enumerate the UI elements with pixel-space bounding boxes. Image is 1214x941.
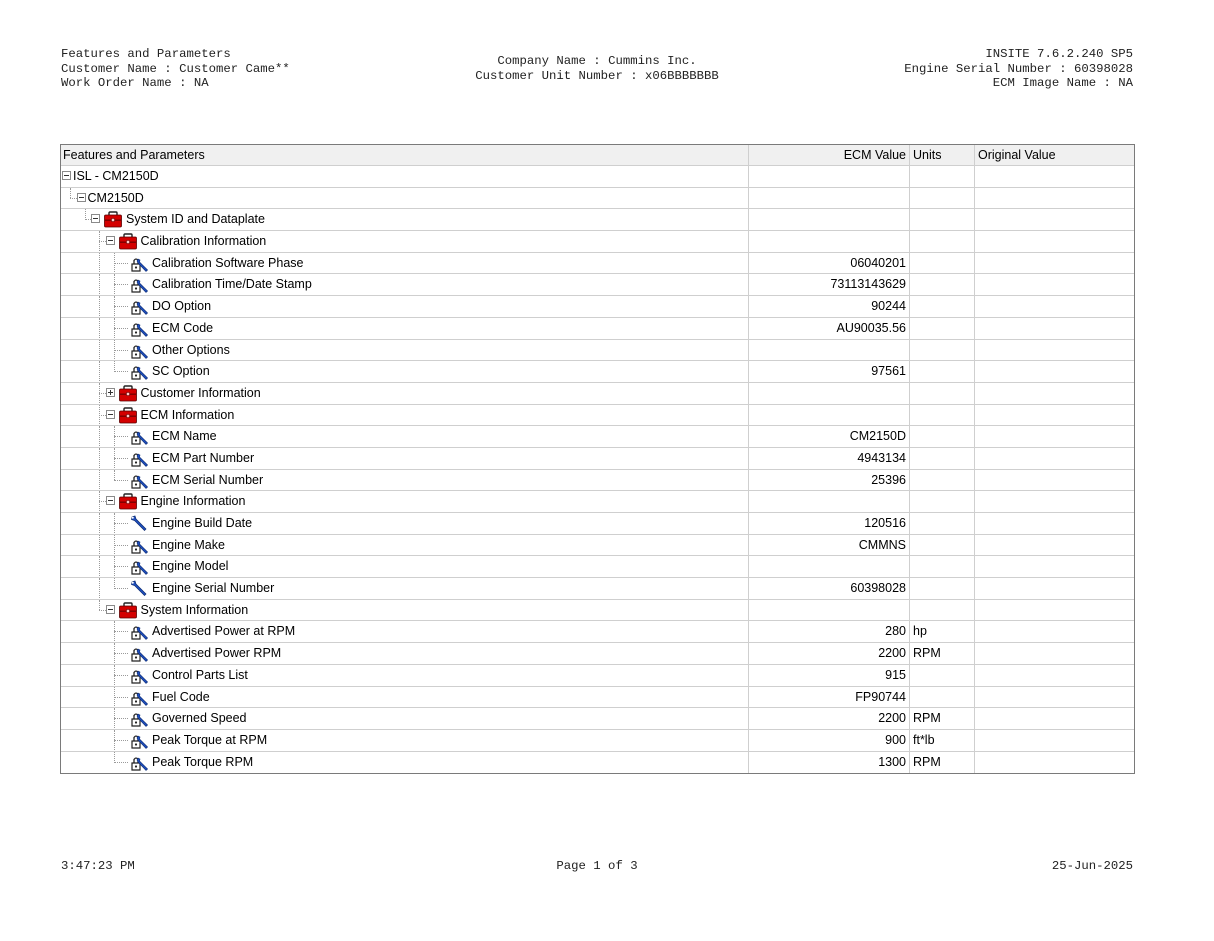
parameter-label: Engine Make [152,537,225,552]
tree-guide-line [99,470,100,491]
column-header-original-value[interactable]: Original Value [978,148,1056,162]
ecm-value-cell [749,166,910,187]
units-cell [910,556,975,577]
original-value-cell [975,448,1134,469]
lock-icon [129,644,149,663]
table-row[interactable] [61,752,1134,774]
original-value-cell [975,621,1134,642]
original-value-cell [975,578,1134,599]
table-row[interactable] [61,188,1134,210]
feature-cell [61,448,749,469]
original-value-cell [975,643,1134,664]
feature-cell [61,318,749,339]
lock-icon [129,427,149,446]
ecm-value-cell: 60398028 [749,578,910,599]
column-header-units[interactable]: Units [910,145,975,165]
table-row[interactable] [61,405,1134,427]
feature-cell [61,209,749,230]
ecm-value-cell [749,491,910,512]
original-value-cell [975,556,1134,577]
feature-cell [61,578,749,599]
feature-cell [61,708,749,729]
units-cell [910,470,975,491]
company-name: Company Name : Cummins Inc. [497,54,697,68]
units-cell [910,340,975,361]
ecm-value-cell [749,556,910,577]
feature-cell [61,643,749,664]
tree-connector [114,284,129,285]
table-row[interactable] [61,708,1134,730]
ecm-value-cell: 73113143629 [749,274,910,295]
parameter-label: Control Parts List [152,667,248,682]
feature-cell [61,621,749,642]
original-value-cell [975,361,1134,382]
units-cell [910,513,975,534]
table-row[interactable] [61,665,1134,687]
collapse-icon[interactable] [106,496,115,505]
original-value-cell [975,188,1134,209]
original-value-cell [975,470,1134,491]
ecm-value-cell: 915 [749,665,910,686]
ecm-value-cell: FP90744 [749,687,910,708]
ecm-value-cell: 280 [749,621,910,642]
tree-connector [114,545,129,546]
feature-cell [61,296,749,317]
parameter-label: DO Option [152,299,212,314]
features-parameters-table [60,144,1135,774]
units-cell [910,383,975,404]
units-cell [910,405,975,426]
report-header-center [475,54,719,83]
feature-cell [61,730,749,751]
original-value-cell [975,665,1134,686]
tree-connector [114,675,129,676]
table-row[interactable] [61,383,1134,405]
feature-cell [61,665,749,686]
table-row[interactable] [61,730,1134,752]
ecm-value-cell: 1300 [749,752,910,774]
parameter-label: CM2150D [87,190,144,205]
original-value-cell [975,708,1134,729]
units-cell: RPM [910,752,975,774]
tree-connector [114,653,129,654]
expand-icon[interactable] [106,388,115,397]
table-row[interactable] [61,621,1134,643]
table-row[interactable] [61,166,1134,188]
units-cell [910,318,975,339]
parameter-label: Advertised Power RPM [152,646,282,661]
lock-icon [129,536,149,555]
original-value-cell [975,405,1134,426]
table-row[interactable] [61,491,1134,513]
tree-guide-line [99,448,100,469]
customer-unit-number: Customer Unit Number : x06BBBBBBB [475,68,719,83]
feature-cell [61,361,749,382]
original-value-cell [975,296,1134,317]
tree-connector [114,306,129,307]
original-value-cell [975,231,1134,252]
customer-name: Customer Name : Customer Came** [61,61,290,76]
footer-page-number: Page 1 of 3 [556,859,638,873]
original-value-cell [975,318,1134,339]
original-value-cell [975,383,1134,404]
work-order-name: Work Order Name : NA [61,76,209,90]
parameter-label: SC Option [152,364,210,379]
feature-cell [61,491,749,512]
parameter-label: Fuel Code [152,689,210,704]
table-row[interactable] [61,231,1134,253]
lock-icon [129,688,149,707]
tree-guide-line [99,513,100,534]
feature-cell [61,600,749,621]
ecm-value-cell: CMMNS [749,535,910,556]
tree-guide-line [99,578,100,599]
table-row[interactable] [61,340,1134,362]
parameter-label: ECM Code [152,320,214,335]
ecm-value-cell [749,188,910,209]
original-value-cell [975,426,1134,447]
table-row[interactable] [61,318,1134,340]
tree-guide-line [99,274,100,295]
ecm-value-cell: 120516 [749,513,910,534]
table-row[interactable] [61,513,1134,535]
feature-cell [61,513,749,534]
units-cell [910,253,975,274]
collapse-icon[interactable] [77,193,86,202]
table-row[interactable] [61,426,1134,448]
parameter-label: Engine Model [152,559,229,574]
toolbox-icon [118,492,138,511]
ecm-value-cell: CM2150D [749,426,910,447]
ecm-value-cell: 4943134 [749,448,910,469]
parameter-label: ECM Serial Number [152,472,264,487]
units-cell [910,687,975,708]
tree-connector [114,631,129,632]
toolbox-icon [118,232,138,251]
parameter-label: System ID and Dataplate [126,212,265,227]
ecm-value-cell [749,600,910,621]
parameter-label: ISL - CM2150D [73,169,159,183]
lock-icon [129,731,149,750]
feature-cell [61,188,749,209]
ecm-value-cell [749,405,910,426]
table-header-row [61,145,1134,166]
column-header-ecm-value[interactable]: ECM Value [749,145,910,165]
wrench-icon [129,579,149,598]
lock-icon [129,341,149,360]
table-row[interactable] [61,448,1134,470]
ecm-value-cell [749,209,910,230]
parameter-label: Advertised Power at RPM [152,624,296,639]
ecm-value-cell [749,340,910,361]
parameter-label: Peak Torque at RPM [152,732,268,747]
lock-icon [129,753,149,772]
table-row[interactable] [61,209,1134,231]
tree-connector [114,566,129,567]
table-row[interactable] [61,556,1134,578]
feature-cell [61,752,749,774]
tree-connector [114,436,129,437]
table-row[interactable] [61,470,1134,492]
footer-date: 25-Jun-2025 [1051,859,1133,873]
feature-cell [61,405,749,426]
lock-icon [129,449,149,468]
tree-connector [114,371,129,372]
units-cell [910,578,975,599]
table-row[interactable] [61,687,1134,709]
feature-cell [61,383,749,404]
ecm-image-name: ECM Image Name : NA [992,76,1133,90]
ecm-value-cell: 2200 [749,643,910,664]
table-body [61,166,1134,773]
feature-cell [61,426,749,447]
table-row[interactable] [61,296,1134,318]
collapse-icon[interactable] [106,410,115,419]
tree-connector [114,263,129,264]
ecm-value-cell: AU90035.56 [749,318,910,339]
parameter-label: Other Options [152,342,230,357]
feature-cell [61,166,749,187]
tree-connector [114,588,129,589]
original-value-cell [975,166,1134,187]
feature-cell [61,274,749,295]
wrench-icon [129,514,149,533]
tree-connector [114,480,129,481]
table-row[interactable] [61,274,1134,296]
tree-guide-line [99,253,100,274]
table-row[interactable] [61,361,1134,383]
tree-connector [114,350,129,351]
feature-cell [61,231,749,252]
lock-icon [129,666,149,685]
lock-icon [129,709,149,728]
parameter-label: Customer Information [140,385,261,400]
original-value-cell [975,600,1134,621]
ecm-value-cell [749,231,910,252]
lock-icon [129,362,149,381]
table-row[interactable] [61,578,1134,600]
units-cell [910,296,975,317]
feature-cell [61,556,749,577]
parameter-label: Engine Build Date [152,516,253,530]
parameter-label: System Information [140,602,249,617]
units-cell [910,274,975,295]
units-cell [910,188,975,209]
tree-guide-line [99,340,100,361]
feature-cell [61,535,749,556]
collapse-icon[interactable] [91,214,100,223]
units-cell: ft*lb [910,730,975,751]
units-cell [910,535,975,556]
parameter-label: Engine Serial Number [152,581,275,596]
tree-connector [114,458,129,459]
toolbox-icon [118,384,138,403]
lock-icon [129,297,149,316]
lock-icon [129,254,149,273]
tree-guide-line [99,361,100,382]
tree-connector [114,328,129,329]
original-value-cell [975,687,1134,708]
ecm-value-cell: 90244 [749,296,910,317]
feature-cell [61,687,749,708]
units-cell [910,491,975,512]
feature-cell [61,470,749,491]
parameter-label: Calibration Time/Date Stamp [152,277,312,292]
tree-connector [114,762,129,763]
tree-guide-line [99,426,100,447]
original-value-cell [975,513,1134,534]
units-cell [910,665,975,686]
parameter-label: Peak Torque RPM [152,754,254,769]
original-value-cell [975,340,1134,361]
tree-connector [114,697,129,698]
report-header-right [904,47,1133,91]
report-header-left [61,47,290,91]
collapse-icon[interactable] [106,605,115,614]
original-value-cell [975,209,1134,230]
parameter-label: ECM Part Number [152,450,255,465]
toolbox-icon [118,601,138,620]
lock-icon [129,557,149,576]
lock-icon [129,319,149,338]
collapse-icon[interactable] [106,236,115,245]
ecm-value-cell: 97561 [749,361,910,382]
original-value-cell [975,253,1134,274]
collapse-icon[interactable] [62,171,71,180]
engine-serial-number: Engine Serial Number : 60398028 [904,61,1133,76]
ecm-value-cell: 06040201 [749,253,910,274]
table-row[interactable] [61,600,1134,622]
parameter-label: Engine Information [140,494,246,509]
ecm-value-cell: 25396 [749,470,910,491]
parameter-label: Calibration Software Phase [152,255,304,270]
toolbox-icon [103,210,123,229]
original-value-cell [975,752,1134,774]
units-cell [910,600,975,621]
column-header-features[interactable]: Features and Parameters [61,145,749,165]
ecm-value-cell: 2200 [749,708,910,729]
ecm-value-cell: 900 [749,730,910,751]
parameter-label: ECM Information [140,407,235,422]
units-cell [910,231,975,252]
toolbox-icon [118,406,138,425]
report-title: Features and Parameters [61,47,231,61]
parameter-label: Governed Speed [152,711,247,726]
units-cell: RPM [910,708,975,729]
units-cell [910,361,975,382]
original-value-cell [975,535,1134,556]
units-cell [910,426,975,447]
original-value-cell [975,491,1134,512]
parameter-label: ECM Name [152,429,217,444]
tree-connector [114,740,129,741]
original-value-cell [975,730,1134,751]
lock-icon [129,275,149,294]
tree-guide-line [99,296,100,317]
table-row[interactable] [61,253,1134,275]
lock-icon [129,471,149,490]
parameter-label: Calibration Information [140,234,267,249]
tree-connector [114,523,129,524]
feature-cell [61,340,749,361]
insite-version: INSITE 7.6.2.240 SP5 [985,47,1133,61]
tree-connector [114,718,129,719]
tree-guide-line [99,535,100,556]
table-row[interactable] [61,535,1134,557]
table-row[interactable] [61,643,1134,665]
units-cell: RPM [910,643,975,664]
footer-time: 3:47:23 PM [61,859,135,873]
original-value-cell [975,274,1134,295]
units-cell [910,209,975,230]
tree-guide-line [99,318,100,339]
units-cell [910,166,975,187]
tree-guide-line [99,556,100,577]
feature-cell [61,253,749,274]
units-cell [910,448,975,469]
lock-icon [129,622,149,641]
ecm-value-cell [749,383,910,404]
units-cell: hp [910,621,975,642]
